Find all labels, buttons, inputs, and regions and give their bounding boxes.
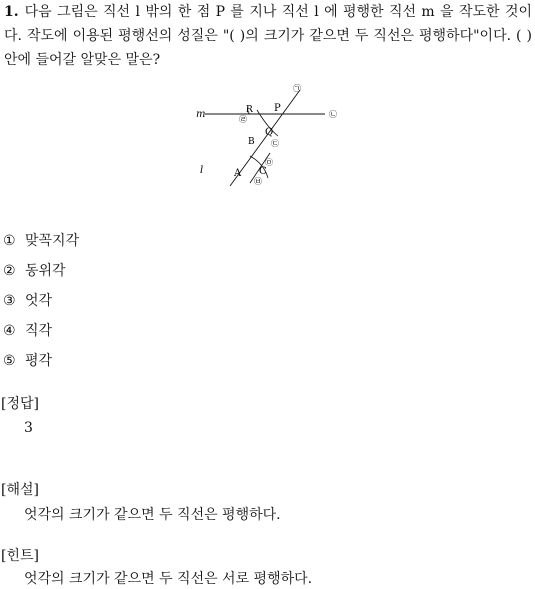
label-A: A <box>234 168 242 179</box>
label-C: C <box>259 166 267 177</box>
choice-mark: ① <box>3 233 16 249</box>
choice-mark: ② <box>3 263 16 279</box>
choice-5[interactable] <box>3 349 79 379</box>
label-l: l <box>200 165 204 176</box>
choice-1[interactable] <box>3 229 79 259</box>
hint-text: 엇각의 크기가 같으면 두 직선은 서로 평행하다. <box>24 571 313 587</box>
choice-label: 평각 <box>25 353 53 369</box>
label-c3: ㉢ <box>271 139 279 148</box>
hint-label: [힌트] <box>1 548 39 564</box>
answer-label: [정답] <box>1 396 39 412</box>
label-c5: ㉤ <box>265 158 273 167</box>
question <box>4 0 532 72</box>
label-P: P <box>274 103 281 114</box>
choice-label: 직각 <box>25 323 53 339</box>
label-c1: ㉠ <box>293 84 301 93</box>
choice-2[interactable] <box>3 259 79 289</box>
label-B: B <box>248 137 255 147</box>
choice-label: 맞꼭지각 <box>25 233 80 249</box>
label-Q: Q <box>265 127 274 138</box>
construction-diagram <box>190 78 350 190</box>
choices-list <box>3 229 79 379</box>
label-c6: ㉥ <box>254 177 262 186</box>
choice-mark: ④ <box>3 323 16 339</box>
question-number: 1. <box>4 4 19 20</box>
question-text: 다음 그림은 직선 l 밖의 한 점 P 를 지나 직선 l 에 평행한 직선 m 을 작도한 것이다. 작도에 이용된 평행선의 성질은 "( )의 크기가 같으면 두 직선은 평행하다"이다. ( )안에 들어갈 알맞은 말은? <box>4 4 532 68</box>
explanation-label: [해설] <box>1 482 39 498</box>
choice-label: 엇각 <box>25 293 53 309</box>
choice-mark: ⑤ <box>3 353 16 369</box>
choice-mark: ③ <box>3 293 16 309</box>
choice-4[interactable] <box>3 319 79 349</box>
label-m: m <box>196 109 206 120</box>
choice-3[interactable] <box>3 289 79 319</box>
answer-value: 3 <box>24 420 33 436</box>
label-c4: ㉣ <box>239 115 247 124</box>
label-R: R <box>246 105 253 115</box>
explanation-text: 엇각의 크기가 같으면 두 직선은 평행하다. <box>24 507 281 523</box>
choice-label: 동위각 <box>25 263 66 279</box>
label-c2: ㉡ <box>329 110 337 119</box>
